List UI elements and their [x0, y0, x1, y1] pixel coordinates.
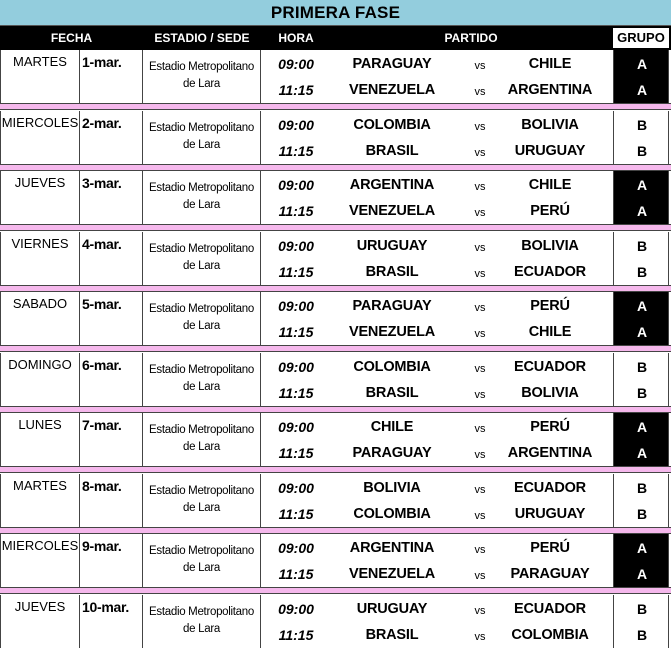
away-team: ECUADOR [514, 264, 586, 280]
weekday: MIERCOLES [0, 111, 80, 164]
group-letter: B [636, 506, 648, 522]
home-team: VENEZUELA [348, 566, 435, 582]
header-estadio: ESTADIO / SEDE [154, 31, 250, 45]
match-time: 09:00 [278, 117, 314, 133]
away-team: PERÚ [530, 419, 570, 435]
home-team: URUGUAY [356, 601, 428, 617]
row-separator [0, 587, 671, 594]
weekday: DOMINGO [0, 353, 80, 406]
group-letter: B [636, 117, 648, 133]
match-row [261, 380, 613, 406]
match-date: 7-mar. [80, 413, 143, 466]
page-title: PRIMERA FASE [0, 0, 671, 26]
match-date: 4-mar. [80, 232, 143, 285]
group-letter: B [636, 601, 648, 617]
match-date: 5-mar. [80, 292, 143, 345]
header-grupo: GRUPO [613, 28, 669, 48]
row-separator [0, 285, 671, 292]
vs-label: vs [474, 121, 486, 133]
match-day-row [0, 50, 671, 103]
match-time: 11:15 [278, 203, 314, 219]
group-letter: A [636, 540, 648, 556]
group-letter: A [636, 419, 648, 435]
match-row [261, 354, 613, 380]
match-row [261, 293, 613, 319]
weekday: VIERNES [0, 232, 80, 285]
match-date: 10-mar. [80, 595, 143, 648]
away-team: CHILE [528, 177, 572, 193]
group-cell [613, 50, 669, 103]
venue: Estadio Metropolitano de Lara [143, 292, 261, 345]
away-team: CHILE [528, 56, 572, 72]
vs-label: vs [474, 60, 486, 72]
group-letter: B [636, 359, 648, 375]
match-time: 11:15 [278, 385, 314, 401]
match-time: 11:15 [278, 627, 314, 643]
match-time: 11:15 [278, 143, 314, 159]
vs-label: vs [474, 147, 486, 159]
header-partido: PARTIDO [444, 31, 498, 45]
group-letter: B [636, 480, 648, 496]
match-day-row [0, 474, 671, 527]
match-day-row [0, 353, 671, 406]
match-row [261, 596, 613, 622]
match-date: 6-mar. [80, 353, 143, 406]
group-letter: A [636, 445, 648, 461]
row-separator [0, 224, 671, 231]
away-team: PARAGUAY [510, 566, 590, 582]
venue: Estadio Metropolitano de Lara [143, 353, 261, 406]
match-date: 9-mar. [80, 534, 143, 587]
match-time: 09:00 [278, 56, 314, 72]
home-team: BRASIL [365, 627, 419, 643]
home-team: COLOMBIA [353, 359, 431, 375]
weekday: MIERCOLES [0, 534, 80, 587]
vs-label: vs [474, 181, 486, 193]
home-team: BRASIL [365, 264, 419, 280]
vs-label: vs [474, 328, 486, 340]
row-separator [0, 527, 671, 534]
group-cell [613, 292, 669, 345]
group-letter: B [636, 238, 648, 254]
header-hora: HORA [278, 31, 314, 45]
away-team: PERÚ [530, 203, 570, 219]
match-row [261, 414, 613, 440]
weekday: SABADO [0, 292, 80, 345]
match-date: 1-mar. [80, 50, 143, 103]
group-cell [613, 413, 669, 466]
match-day-row [0, 292, 671, 345]
group-cell [613, 474, 669, 527]
away-team: ARGENTINA [507, 445, 593, 461]
match-time: 09:00 [278, 298, 314, 314]
row-separator [0, 466, 671, 473]
venue: Estadio Metropolitano de Lara [143, 474, 261, 527]
vs-label: vs [474, 631, 486, 643]
match-row [261, 501, 613, 527]
vs-label: vs [474, 484, 486, 496]
home-team: URUGUAY [356, 238, 428, 254]
group-letter: A [636, 566, 648, 582]
match-time: 09:00 [278, 480, 314, 496]
match-row [261, 259, 613, 285]
match-time: 09:00 [278, 359, 314, 375]
vs-label: vs [474, 268, 486, 280]
group-letter: A [636, 324, 648, 340]
home-team: CHILE [370, 419, 414, 435]
match-time: 09:00 [278, 419, 314, 435]
match-day-row [0, 111, 671, 164]
match-time: 11:15 [278, 566, 314, 582]
away-team: BOLIVIA [521, 385, 579, 401]
group-letter: B [636, 264, 648, 280]
vs-label: vs [474, 570, 486, 582]
match-day-row [0, 232, 671, 285]
away-team: CHILE [528, 324, 572, 340]
match-date: 2-mar. [80, 111, 143, 164]
home-team: BOLIVIA [363, 480, 421, 496]
venue: Estadio Metropolitano de Lara [143, 413, 261, 466]
match-time: 11:15 [278, 264, 314, 280]
match-row [261, 440, 613, 466]
away-team: PERÚ [530, 540, 570, 556]
group-cell [613, 534, 669, 587]
group-letter: A [636, 298, 648, 314]
match-time: 09:00 [278, 601, 314, 617]
match-row [261, 198, 613, 224]
match-day-row [0, 534, 671, 587]
weekday: MARTES [0, 474, 80, 527]
table-header [0, 26, 671, 50]
away-team: ECUADOR [514, 480, 586, 496]
vs-label: vs [474, 242, 486, 254]
group-cell [613, 171, 669, 224]
group-cell [613, 111, 669, 164]
header-fecha: FECHA [50, 31, 93, 45]
away-team: URUGUAY [514, 143, 586, 159]
row-separator [0, 164, 671, 171]
vs-label: vs [474, 207, 486, 219]
vs-label: vs [474, 423, 486, 435]
row-separator [0, 345, 671, 352]
group-letter: B [636, 143, 648, 159]
match-time: 11:15 [278, 82, 314, 98]
venue: Estadio Metropolitano de Lara [143, 534, 261, 587]
row-separator [0, 406, 671, 413]
match-time: 09:00 [278, 238, 314, 254]
weekday: LUNES [0, 413, 80, 466]
match-day-row [0, 413, 671, 466]
away-team: PERÚ [530, 298, 570, 314]
weekday: MARTES [0, 50, 80, 103]
match-time: 09:00 [278, 177, 314, 193]
away-team: COLOMBIA [511, 627, 589, 643]
vs-label: vs [474, 86, 486, 98]
match-date: 8-mar. [80, 474, 143, 527]
match-row [261, 561, 613, 587]
venue: Estadio Metropolitano de Lara [143, 50, 261, 103]
away-team: BOLIVIA [521, 238, 579, 254]
match-row [261, 233, 613, 259]
group-cell [613, 232, 669, 285]
weekday: JUEVES [0, 171, 80, 224]
home-team: VENEZUELA [348, 82, 435, 98]
match-time: 09:00 [278, 540, 314, 556]
home-team: VENEZUELA [348, 203, 435, 219]
group-letter: A [636, 177, 648, 193]
away-team: ECUADOR [514, 359, 586, 375]
weekday: JUEVES [0, 595, 80, 648]
vs-label: vs [474, 449, 486, 461]
away-team: URUGUAY [514, 506, 586, 522]
home-team: COLOMBIA [353, 506, 431, 522]
match-day-row [0, 171, 671, 224]
match-row [261, 172, 613, 198]
away-team: ARGENTINA [507, 82, 593, 98]
match-row [261, 138, 613, 164]
group-cell [613, 595, 669, 648]
match-time: 11:15 [278, 324, 314, 340]
home-team: PARAGUAY [352, 56, 432, 72]
match-row [261, 535, 613, 561]
vs-label: vs [474, 544, 486, 556]
home-team: PARAGUAY [352, 445, 432, 461]
group-letter: B [636, 385, 648, 401]
venue: Estadio Metropolitano de Lara [143, 595, 261, 648]
vs-label: vs [474, 389, 486, 401]
group-cell [613, 353, 669, 406]
group-letter: B [636, 627, 648, 643]
home-team: ARGENTINA [349, 540, 435, 556]
home-team: ARGENTINA [349, 177, 435, 193]
home-team: BRASIL [365, 385, 419, 401]
home-team: BRASIL [365, 143, 419, 159]
vs-label: vs [474, 363, 486, 375]
away-team: BOLIVIA [521, 117, 579, 133]
match-day-row [0, 595, 671, 648]
match-time: 11:15 [278, 506, 314, 522]
vs-label: vs [474, 605, 486, 617]
venue: Estadio Metropolitano de Lara [143, 232, 261, 285]
home-team: COLOMBIA [353, 117, 431, 133]
home-team: VENEZUELA [348, 324, 435, 340]
group-letter: A [636, 203, 648, 219]
match-row [261, 77, 613, 103]
venue: Estadio Metropolitano de Lara [143, 171, 261, 224]
match-row [261, 622, 613, 648]
match-row [261, 475, 613, 501]
home-team: PARAGUAY [352, 298, 432, 314]
vs-label: vs [474, 302, 486, 314]
match-row [261, 112, 613, 138]
away-team: ECUADOR [514, 601, 586, 617]
vs-label: vs [474, 510, 486, 522]
group-letter: A [636, 82, 648, 98]
row-separator [0, 103, 671, 110]
match-row [261, 319, 613, 345]
group-letter: A [636, 56, 648, 72]
venue: Estadio Metropolitano de Lara [143, 111, 261, 164]
match-time: 11:15 [278, 445, 314, 461]
match-date: 3-mar. [80, 171, 143, 224]
match-row [261, 51, 613, 77]
